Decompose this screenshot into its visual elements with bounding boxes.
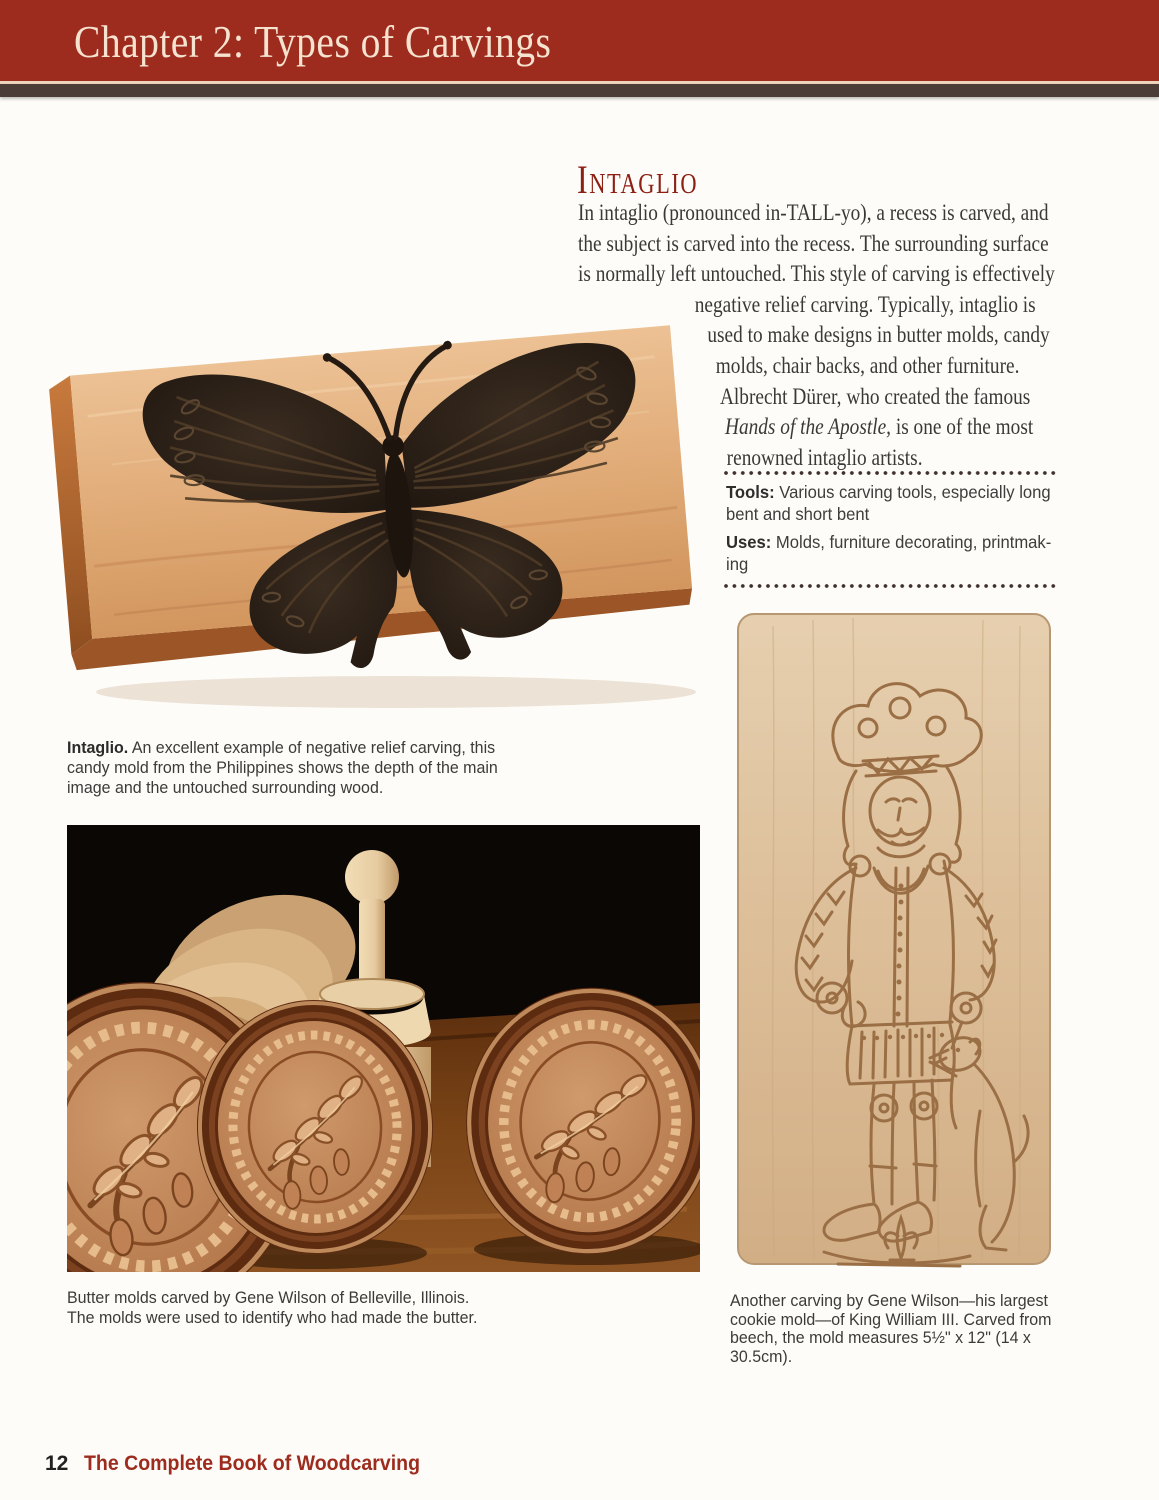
paragraph-line: Albrecht Dürer, who created the famous	[719, 383, 1031, 409]
banner-dark-rule	[0, 84, 1159, 97]
chapter-title: Chapter 2: Types of Carvings	[74, 17, 552, 67]
book-title-italic: Hands of the Apostle,	[725, 414, 892, 440]
paragraph-line: Hands of the Apostle, is one of the most	[725, 414, 1034, 440]
running-footer-title: The Complete Book of Woodcarving	[84, 1452, 421, 1475]
tools-entry: Tools: Various carving tools, especially long bent and short bent	[726, 482, 1051, 524]
paragraph-line: renowned intaglio artists.	[726, 444, 923, 470]
uses-label: Uses:	[726, 532, 772, 552]
dotted-divider-bottom	[724, 584, 1058, 588]
uses-entry: Uses: Molds, furniture decorating, printmak- ing	[726, 532, 1052, 574]
king-william-mold-photo	[728, 606, 1060, 1272]
section-heading: Intaglio	[577, 157, 699, 202]
page-number: 12	[45, 1452, 69, 1475]
paragraph-line: molds, chair backs, and other furniture.	[715, 352, 1020, 378]
block-shadow	[96, 676, 696, 708]
butterfly-caption: Intaglio. An excellent example of negative relief carving, this candy mold from the Philippines shows the depth of the main image and the untouched surrounding wood.	[67, 738, 498, 797]
butterfly-mold-photo	[46, 292, 718, 720]
paragraph-line: used to make designs in butter molds, candy	[707, 322, 1050, 348]
caption-lead: Intaglio.	[67, 738, 129, 757]
dotted-divider-top	[724, 471, 1058, 475]
tools-uses-infobox	[722, 471, 1060, 588]
king-mold-caption: Another carving by Gene Wilson—his largest cookie mold—of King William III. Carved from beech, the mold measures 5½" x 12" (14 x 30.5cm).	[730, 1291, 1052, 1366]
paragraph-line: In intaglio (pronounced in-TALL-yo), a recess is carved, and	[578, 200, 1049, 225]
paragraph-line: negative relief carving. Typically, intaglio is	[694, 291, 1036, 317]
paragraph-line: the subject is carved into the recess. The surrounding surface	[578, 230, 1049, 256]
tools-label: Tools:	[726, 482, 775, 502]
wood-block	[48, 322, 696, 692]
butter-molds-caption: Butter molds carved by Gene Wilson of Belleville, Illinois. The molds were used to identify who had made the butter.	[67, 1288, 478, 1327]
butter-molds-photo	[67, 825, 700, 1272]
chapter-banner	[0, 0, 1159, 81]
paragraph-line: is normally left untouched. This style of carving is effectively	[578, 261, 1055, 287]
